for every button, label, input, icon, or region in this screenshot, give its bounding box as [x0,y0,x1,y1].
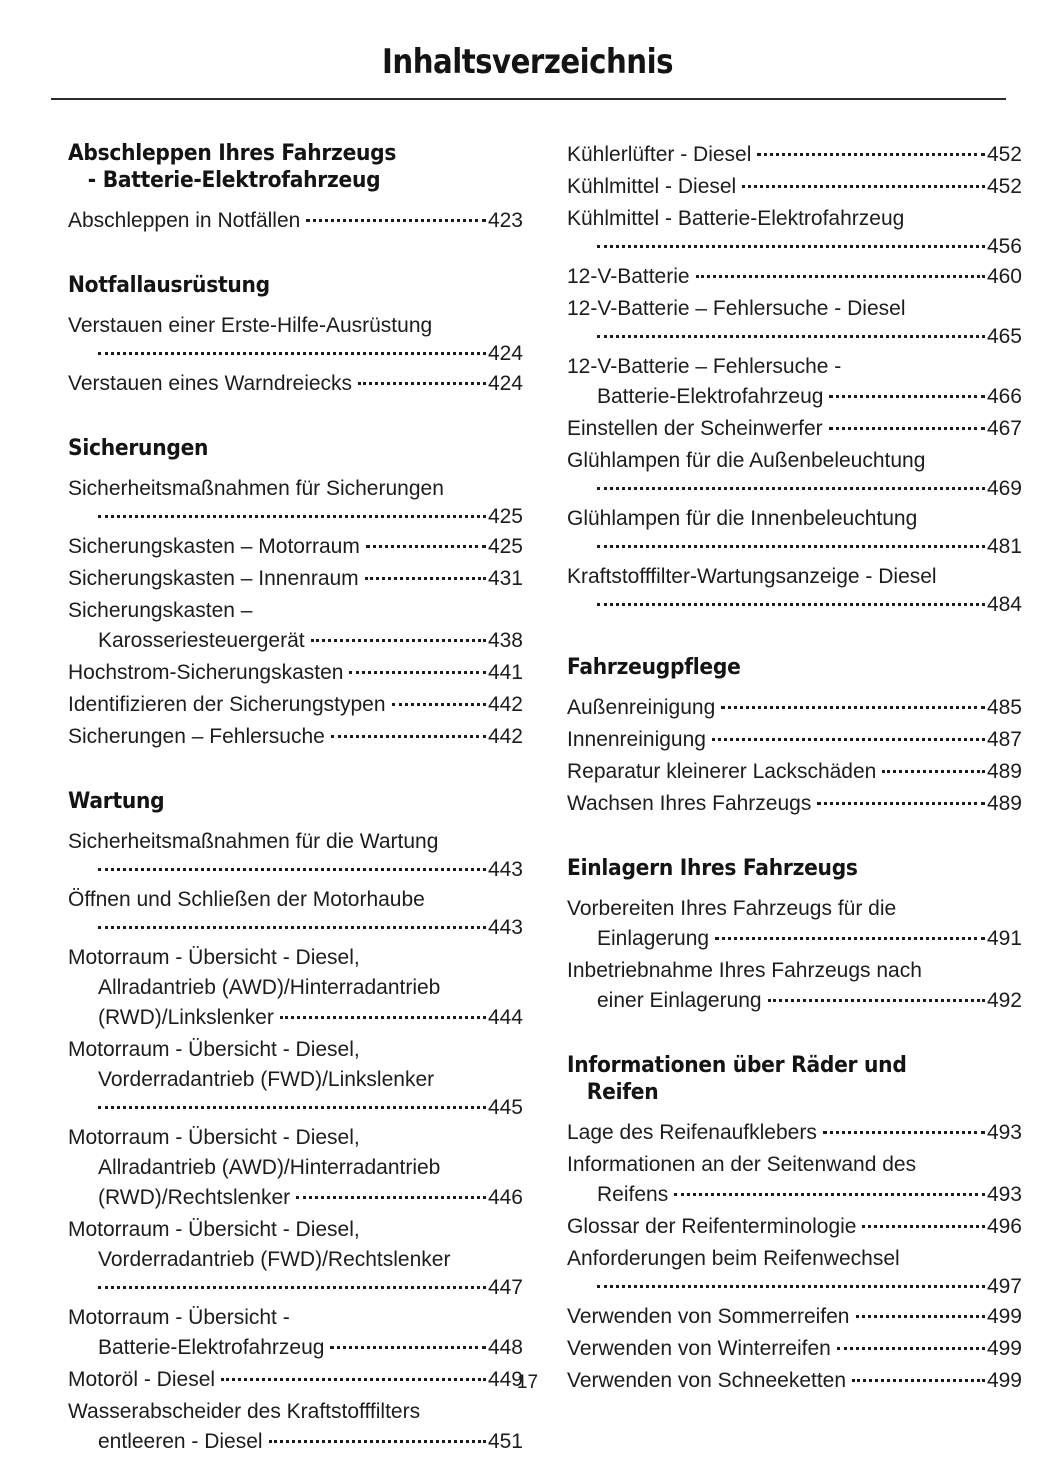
toc-entry-lastline [68,626,523,656]
toc-entry[interactable] [68,311,523,367]
section-heading-line: Sicherungen [68,435,209,461]
toc-entry[interactable] [567,725,1022,755]
toc-entry-page: 451 [487,1430,523,1453]
toc-entry-page: 493 [986,1121,1022,1144]
toc-entry[interactable] [567,1118,1022,1148]
toc-entry-page: 487 [986,728,1022,751]
heading-spacer [567,1109,1022,1118]
toc-entry-page: 465 [986,325,1022,348]
toc-entry-label: Sicherungskasten – [68,599,253,622]
toc-entry-leader-row [68,341,523,367]
toc-entry-leader-row [68,857,523,883]
toc-entry-page: 442 [487,693,523,716]
toc-entry-lastline [68,1333,523,1363]
section-heading-line: Wartung [68,788,165,814]
dot-leader [837,1346,985,1350]
toc-entry-page: 425 [487,505,523,528]
toc-entry[interactable] [68,943,523,1033]
page-title: Inhaltsverzeichnis [382,42,673,82]
toc-entry[interactable] [68,1123,523,1213]
toc-entry-label: (RWD)/Linkslenker [98,1006,274,1029]
dot-leader [98,925,486,929]
toc-entry-leader-row [567,234,1022,260]
toc-entry[interactable] [68,1215,523,1301]
toc-left-column [68,140,523,1459]
toc-entry-leader-row [567,1274,1022,1300]
toc-entry-page: 467 [986,417,1022,440]
toc-entry[interactable] [68,564,523,594]
toc-entry-lastline [68,1183,523,1213]
toc-entry-label: Außenreinigung [567,696,716,719]
toc-entry-lastline [567,1180,1022,1210]
section-heading-line: Reifen [586,1079,659,1105]
toc-entry-page: 452 [986,175,1022,198]
toc-entry-leader-row [68,1095,523,1121]
toc-entry-label: Abschleppen in Notfällen [68,209,301,232]
dot-leader [98,351,486,355]
toc-entry-label: Wachsen Ihres Fahrzeugs [567,792,812,815]
toc-entry[interactable] [68,690,523,720]
toc-entry[interactable] [567,446,1022,502]
toc-entry-page: 499 [986,1337,1022,1360]
toc-section [68,788,523,1457]
toc-entry-label: 12-V-Batterie [567,265,690,288]
toc-entry[interactable] [567,1212,1022,1242]
dot-leader [823,1130,985,1134]
dot-leader [331,734,486,738]
dot-leader [862,1224,984,1228]
dot-leader [757,152,985,156]
toc-entry-label: Inbetriebnahme Ihres Fahrzeugs nach [567,959,922,982]
toc-entry-label: Sicherungskasten – Innenraum [68,567,359,590]
toc-entry-page: 447 [487,1276,523,1299]
toc-entry-label: Motorraum - Übersicht - Diesel, [68,1218,360,1241]
toc-section [567,140,1022,618]
toc-entry-label: Verwenden von Schneeketten [567,1369,847,1392]
heading-spacer [68,818,523,827]
toc-entry-label: Sicherheitsmaßnahmen für Sicherungen [68,477,444,500]
toc-entry-label: Reifens [597,1183,669,1206]
dot-leader [597,544,985,548]
toc-entry-label: Allradantrieb (AWD)/Hinterradantrieb [98,1156,441,1179]
dot-leader [742,184,985,188]
title-divider [51,98,1006,100]
toc-entry-page: 448 [487,1336,523,1359]
toc-entry-page: 497 [986,1275,1022,1298]
toc-entry-page: 466 [986,385,1022,408]
toc-section [567,654,1022,819]
section-heading-line: Informationen über Räder und [567,1052,907,1078]
toc-entry-label: Sicherheitsmaßnahmen für die Wartung [68,830,439,853]
toc-entry-label: Kühlmittel - Batterie-Elektrofahrzeug [567,207,905,230]
toc-entry[interactable] [68,885,523,941]
heading-spacer [567,684,1022,693]
dot-leader [597,244,985,248]
toc-entry-page: 485 [986,696,1022,719]
toc-entry-label: Hochstrom-Sicherungskasten [68,661,344,684]
toc-entry-label: einer Einlagerung [597,989,762,1012]
toc-entry-leader-row [68,504,523,530]
toc-entry[interactable] [68,722,523,752]
toc-entry-page: 443 [487,916,523,939]
toc-entry-leader-row [567,534,1022,560]
toc-entry-label: (RWD)/Rechtslenker [98,1186,291,1209]
toc-entry-label: Allradantrieb (AWD)/Hinterradantrieb [98,976,441,999]
dot-leader [311,638,486,642]
toc-entry-label: Wasserabscheider des Kraftstofffilters [68,1400,421,1423]
toc-entry-label: Motoröl - Diesel [68,1368,216,1391]
toc-entry-page: 424 [487,342,523,365]
toc-entry[interactable] [68,532,523,562]
toc-entry-label: 12-V-Batterie – Fehlersuche - [567,355,842,378]
section-heading [567,1052,1022,1106]
toc-entry-label: Glossar der Reifenterminologie [567,1215,857,1238]
toc-entry-label: Verstauen eines Warndreiecks [68,372,353,395]
heading-spacer [68,197,523,206]
toc-entry-label: Kraftstofffilter-Wartungsanzeige - Diesel [567,565,937,588]
toc-entry-label: Reparatur kleinerer Lackschäden [567,760,877,783]
toc-entry[interactable] [68,206,523,236]
dot-leader [330,1345,486,1349]
toc-entry-lastline [567,986,1022,1016]
toc-entry[interactable] [567,1244,1022,1300]
dot-leader [280,1015,486,1019]
dot-leader [674,1192,985,1196]
toc-entry[interactable] [68,596,523,656]
toc-entry-leader-row [567,324,1022,350]
toc-entry[interactable] [567,1150,1022,1210]
toc-entry-page: 481 [986,535,1022,558]
section-heading [68,788,523,815]
toc-entry-page: 424 [487,372,523,395]
section-spacer [567,821,1022,855]
toc-entry[interactable] [567,562,1022,618]
toc-entry-page: 492 [986,989,1022,1012]
section-heading-line: Fahrzeugpflege [567,654,741,680]
dot-leader [269,1439,486,1443]
toc-entry[interactable] [68,827,523,883]
toc-entry-label: Einlagerung [597,927,710,950]
toc-entry[interactable] [567,352,1022,412]
dot-leader [597,334,985,338]
dot-leader [715,936,985,940]
heading-spacer [68,302,523,311]
toc-right-column [567,140,1022,1398]
toc-entry-page: 444 [487,1006,523,1029]
section-heading [68,435,523,462]
toc-entry-page: 423 [487,209,523,232]
toc-entry-lastline [567,924,1022,954]
dot-leader [98,867,486,871]
section-spacer [567,1018,1022,1052]
toc-entry-label: entleeren - Diesel [98,1430,263,1453]
toc-entry-label: Vorderradantrieb (FWD)/Linkslenker [98,1068,435,1091]
dot-leader [349,670,486,674]
toc-entry-page: 441 [487,661,523,684]
toc-entry-label: 12-V-Batterie – Fehlersuche - Diesel [567,297,906,320]
toc-entry-label: Glühlampen für die Innenbeleuchtung [567,507,918,530]
toc-section [567,855,1022,1016]
toc-entry-label: Identifizieren der Sicherungstypen [68,693,386,716]
dot-leader [817,801,985,805]
toc-entry-page: 493 [986,1183,1022,1206]
toc-entry-leader-row [567,592,1022,618]
toc-entry-page: 445 [487,1096,523,1119]
section-heading-line: - Batterie-Elektrofahrzeug [87,167,381,193]
toc-entry[interactable] [567,789,1022,819]
toc-section [567,1052,1022,1396]
dot-leader [768,998,985,1002]
dot-leader [721,705,985,709]
toc-entry-label: Batterie-Elektrofahrzeug [597,385,824,408]
dot-leader [365,576,486,580]
dot-leader [98,514,486,518]
section-heading-line: Abschleppen Ihres Fahrzeugs [68,140,397,166]
toc-entry-label: Informationen an der Seitenwand des [567,1153,917,1176]
section-heading [68,140,523,194]
toc-entry-page: 425 [487,535,523,558]
toc-entry-lastline [68,1003,523,1033]
toc-entry-label: Öffnen und Schließen der Motorhaube [68,888,425,911]
toc-entry[interactable] [567,414,1022,444]
toc-entry[interactable] [68,474,523,530]
toc-entry-page: 456 [986,235,1022,258]
toc-entry[interactable] [567,956,1022,1016]
toc-entry[interactable] [68,1303,523,1363]
toc-entry-label: Anforderungen beim Reifenwechsel [567,1247,900,1270]
section-spacer [68,238,523,272]
toc-entry-page: 442 [487,725,523,748]
toc-entry[interactable] [567,757,1022,787]
toc-section [68,435,523,752]
toc-entry[interactable] [567,294,1022,350]
toc-entry-page: 491 [986,927,1022,950]
heading-spacer [567,885,1022,894]
toc-entry-page: 484 [986,593,1022,616]
toc-entry-label: Lage des Reifenaufklebers [567,1121,817,1144]
toc-entry-leader-row [68,915,523,941]
toc-entry-lastline [567,382,1022,412]
section-heading [567,654,1022,681]
dot-leader [392,702,486,706]
dot-leader [98,1105,486,1109]
toc-entry-label: Verwenden von Sommerreifen [567,1305,850,1328]
toc-entry-label: Motorraum - Übersicht - Diesel, [68,946,360,969]
toc-entry-lastline [68,1427,523,1457]
section-spacer [68,401,523,435]
toc-entry-page: 489 [986,760,1022,783]
dot-leader [829,426,985,430]
dot-leader [882,769,985,773]
dot-leader [597,486,985,490]
dot-leader [856,1314,985,1318]
dot-leader [597,602,985,606]
dot-leader [366,544,486,548]
section-spacer [567,620,1022,654]
toc-entry[interactable] [68,1035,523,1121]
toc-entry-leader-row [68,1275,523,1301]
toc-entry[interactable] [68,658,523,688]
section-heading-line: Einlagern Ihres Fahrzeugs [567,855,858,881]
toc-entry[interactable] [567,1334,1022,1364]
dot-leader [712,737,985,741]
section-heading [567,855,1022,882]
toc-section [68,272,523,399]
toc-entry-page: 469 [986,477,1022,500]
dot-leader [98,1285,486,1289]
toc-entry-page: 460 [986,265,1022,288]
toc-entry-leader-row [567,476,1022,502]
section-heading [68,272,523,299]
toc-entry[interactable] [68,1397,523,1457]
toc-entry-label: Kühlmittel - Diesel [567,175,737,198]
toc-entry-page: 449 [487,1368,523,1391]
toc-entry-page: 438 [487,629,523,652]
toc-entry-label: Verstauen einer Erste-Hilfe-Ausrüstung [68,314,433,337]
toc-entry-label: Einstellen der Scheinwerfer [567,417,823,440]
toc-entry-label: Glühlampen für die Außenbeleuchtung [567,449,926,472]
toc-entry[interactable] [68,369,523,399]
dot-leader [829,394,985,398]
toc-entry-label: Motorraum - Übersicht - [68,1306,290,1329]
heading-spacer [68,465,523,474]
toc-entry-page: 489 [986,792,1022,815]
dot-leader [696,274,985,278]
toc-entry-label: Sicherungskasten – Motorraum [68,535,360,558]
toc-entry-label: Vorbereiten Ihres Fahrzeugs für die [567,897,897,920]
toc-entry[interactable] [567,140,1022,170]
toc-section [68,140,523,236]
toc-entry-page: 496 [986,1215,1022,1238]
toc-entry[interactable] [567,504,1022,560]
toc-entry[interactable] [567,693,1022,723]
toc-entry[interactable] [567,262,1022,292]
dot-leader [296,1195,486,1199]
toc-entry-label: Sicherungen – Fehlersuche [68,725,325,748]
toc-entry-label: Verwenden von Winterreifen [567,1337,831,1360]
toc-entry-label: Innenreinigung [567,728,706,751]
toc-entry-label: Motorraum - Übersicht - Diesel, [68,1038,360,1061]
toc-entry[interactable] [567,204,1022,260]
toc-entry-label: Motorraum - Übersicht - Diesel, [68,1126,360,1149]
section-spacer [68,754,523,788]
toc-entry-page: 431 [487,567,523,590]
toc-entry-page: 443 [487,858,523,881]
toc-entry-page: 446 [487,1186,523,1209]
toc-entry-page: 499 [986,1305,1022,1328]
toc-entry-page: 499 [986,1369,1022,1392]
section-heading-line: Notfallausrüstung [68,272,270,298]
toc-entry[interactable] [567,1302,1022,1332]
toc-entry[interactable] [567,172,1022,202]
toc-entry-label: Kühlerlüfter - Diesel [567,143,752,166]
dot-leader [597,1284,985,1288]
toc-entry-label: Vorderradantrieb (FWD)/Rechtslenker [98,1248,451,1271]
dot-leader [306,218,486,222]
folio-page-number: 17 [516,1372,539,1393]
toc-entry-label: Batterie-Elektrofahrzeug [98,1336,325,1359]
toc-entry[interactable] [567,894,1022,954]
toc-entry-page: 452 [986,143,1022,166]
dot-leader [358,381,486,385]
toc-entry-label: Karosseriesteuergerät [98,629,305,652]
